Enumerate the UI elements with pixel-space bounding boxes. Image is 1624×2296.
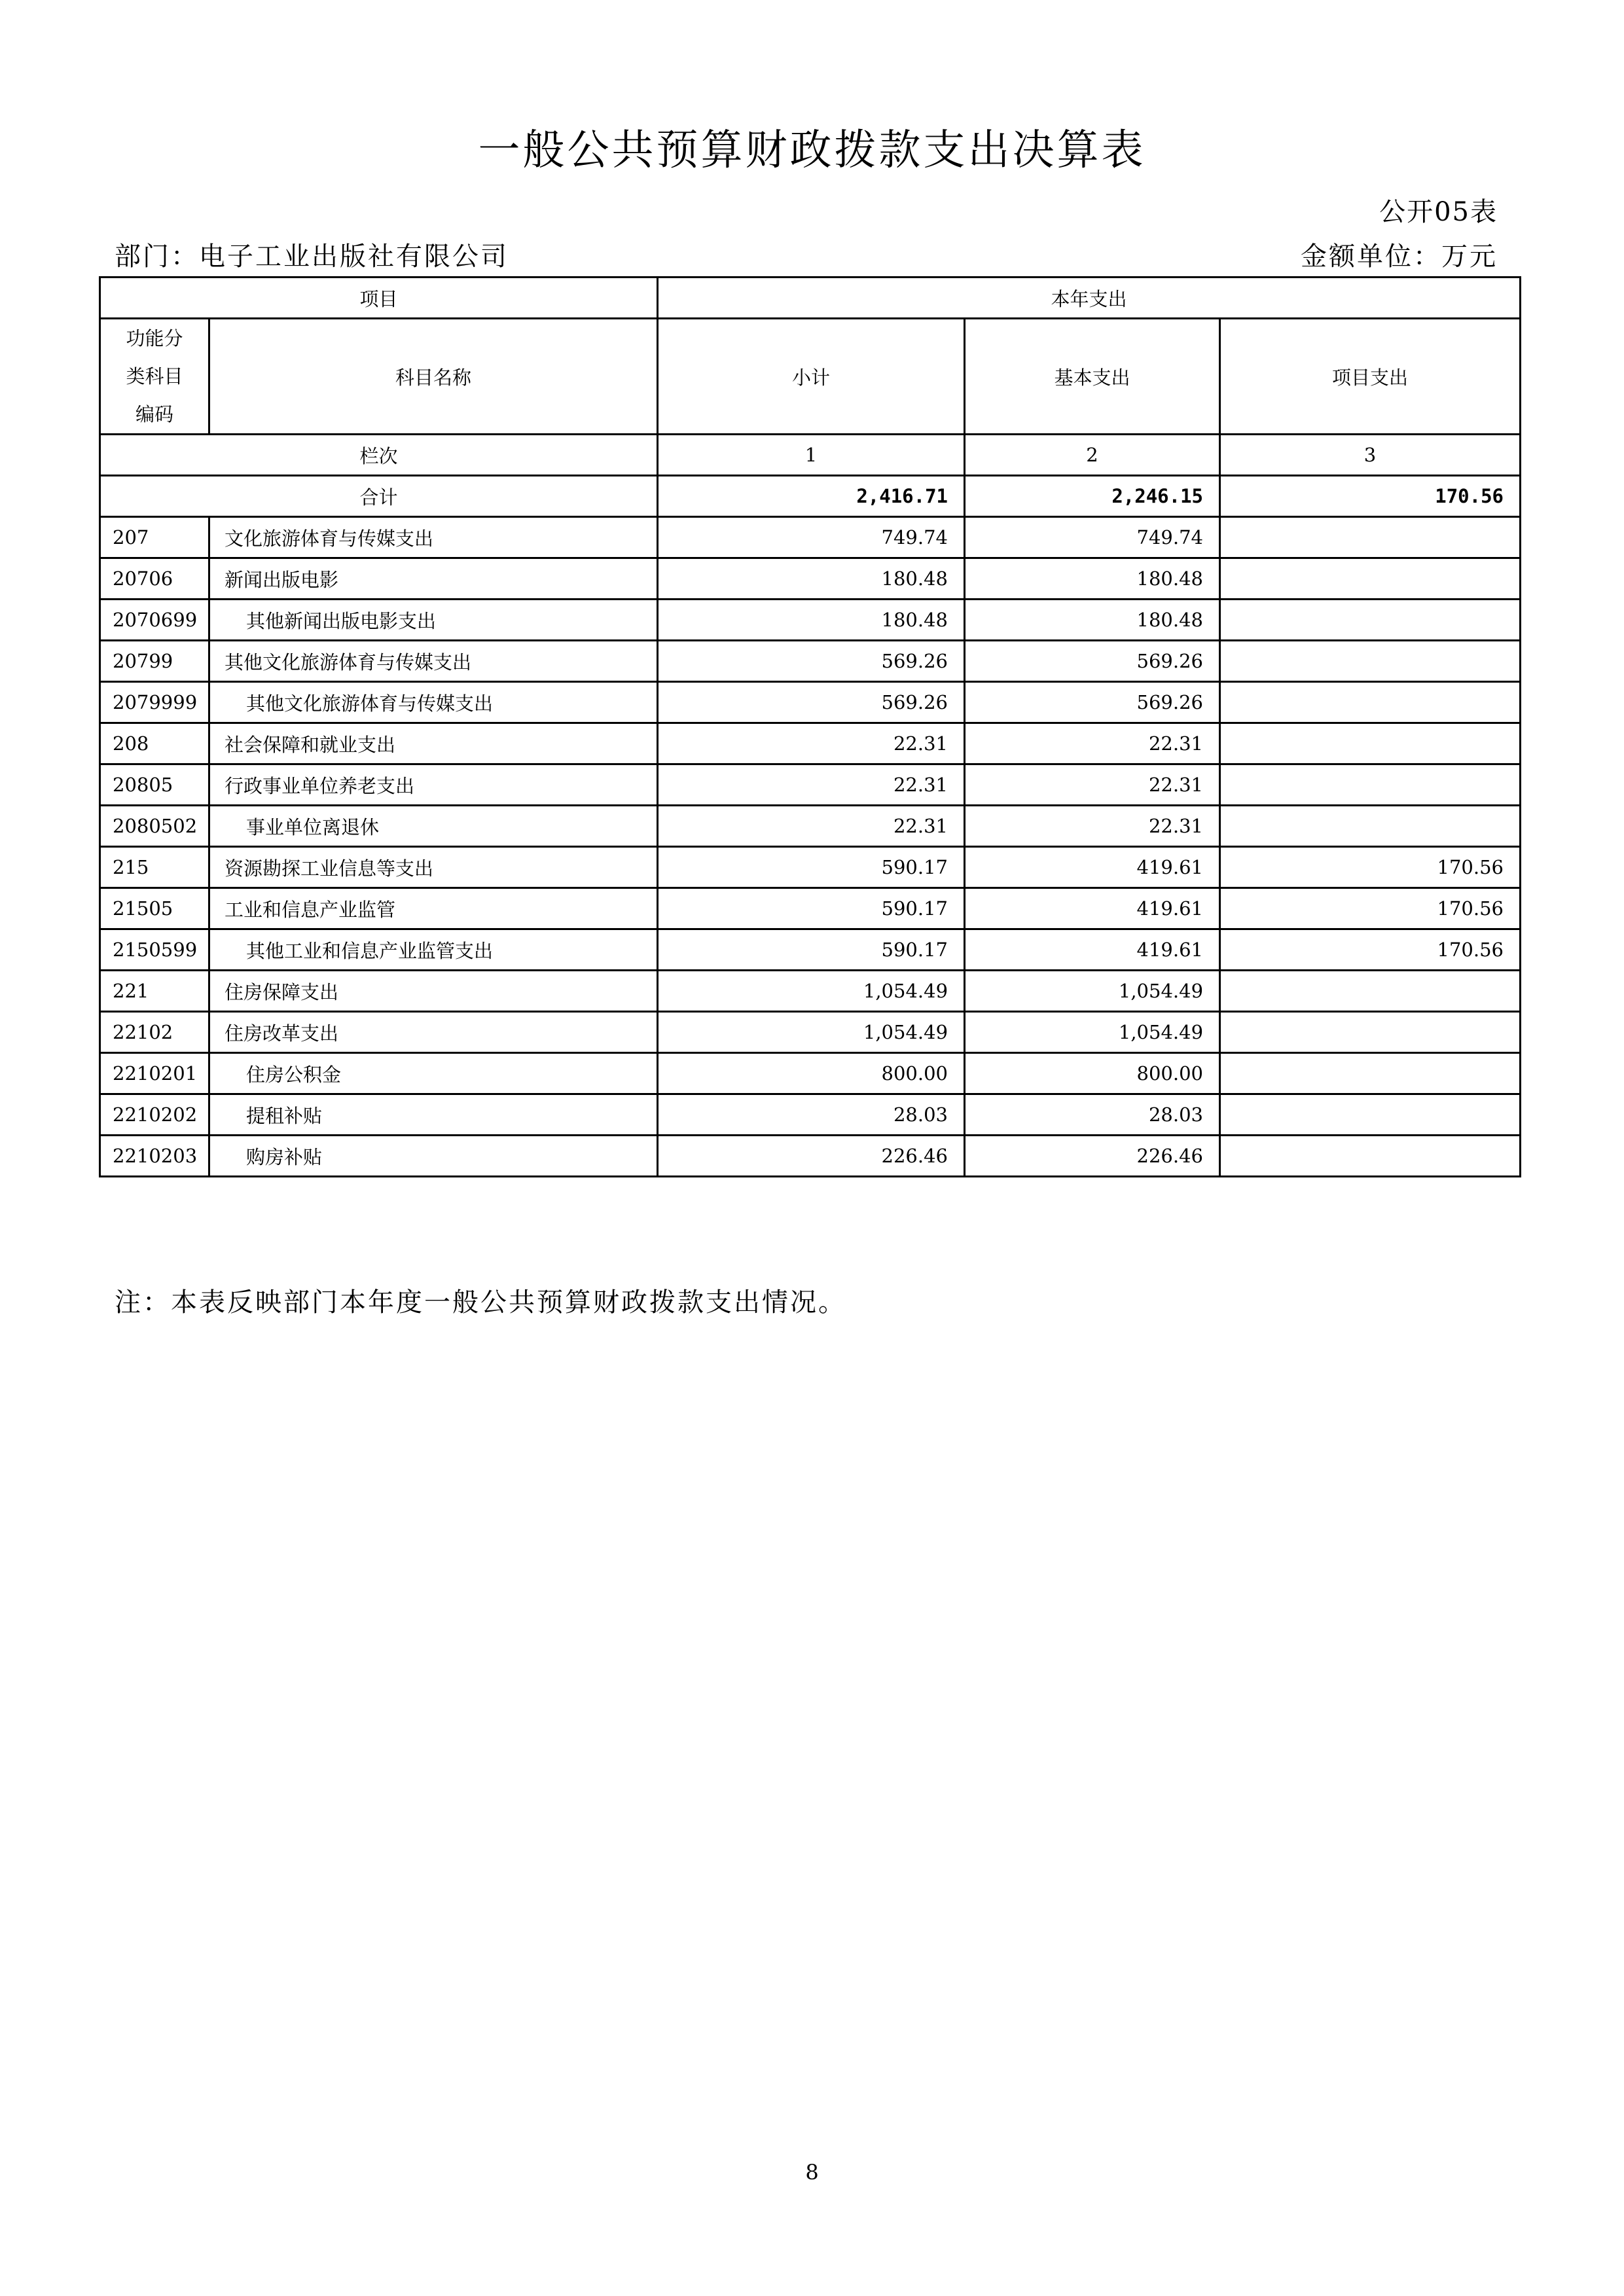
row-project [1220, 1053, 1521, 1094]
header-project-expense: 项目支出 [1220, 319, 1521, 435]
row-subtotal: 590.17 [658, 888, 965, 929]
row-subtotal: 749.74 [658, 517, 965, 558]
row-subtotal: 590.17 [658, 847, 965, 888]
row-project [1220, 806, 1521, 847]
table-row [100, 600, 1521, 641]
row-project [1220, 764, 1521, 806]
row-basic: 1,054.49 [965, 971, 1220, 1012]
column-index-1: 1 [658, 435, 965, 476]
row-subject-name: 住房改革支出 [209, 1012, 658, 1053]
row-code: 207 [100, 517, 209, 558]
row-basic: 419.61 [965, 888, 1220, 929]
table-row [100, 971, 1521, 1012]
row-project: 170.56 [1220, 929, 1521, 971]
table-row [100, 1094, 1521, 1136]
expense-table [99, 276, 1521, 1177]
row-subject-name: 资源勘探工业信息等支出 [209, 847, 658, 888]
header-row-2 [100, 319, 1521, 435]
table-row [100, 929, 1521, 971]
row-subject-name: 提租补贴 [209, 1094, 658, 1136]
row-project [1220, 1094, 1521, 1136]
table-note: 注：本表反映部门本年度一般公共预算财政拨款支出情况。 [115, 1287, 846, 1318]
row-subtotal: 28.03 [658, 1094, 965, 1136]
row-project [1220, 1136, 1521, 1177]
column-index-label: 栏次 [100, 435, 658, 476]
row-project [1220, 971, 1521, 1012]
row-basic: 180.48 [965, 600, 1220, 641]
row-subject-name: 社会保障和就业支出 [209, 723, 658, 764]
table-row [100, 641, 1521, 682]
row-basic: 1,054.49 [965, 1012, 1220, 1053]
total-label: 合计 [100, 476, 658, 517]
row-code: 2080502 [100, 806, 209, 847]
row-code: 2150599 [100, 929, 209, 971]
header-row-1 [100, 278, 1521, 319]
column-index-2: 2 [965, 435, 1220, 476]
department-label: 部门：电子工业出版社有限公司 [115, 242, 509, 272]
row-project [1220, 641, 1521, 682]
row-basic: 28.03 [965, 1094, 1220, 1136]
row-basic: 569.26 [965, 641, 1220, 682]
row-code: 21505 [100, 888, 209, 929]
column-index-3: 3 [1220, 435, 1521, 476]
table-row [100, 1012, 1521, 1053]
header-subtotal: 小计 [658, 319, 965, 435]
total-basic: 2,246.15 [965, 476, 1220, 517]
row-subject-name: 行政事业单位养老支出 [209, 764, 658, 806]
total-row [100, 476, 1521, 517]
row-subtotal: 180.48 [658, 600, 965, 641]
row-code: 2079999 [100, 682, 209, 723]
table-row [100, 806, 1521, 847]
row-project: 170.56 [1220, 888, 1521, 929]
row-basic: 22.31 [965, 806, 1220, 847]
row-subtotal: 226.46 [658, 1136, 965, 1177]
row-project [1220, 600, 1521, 641]
row-basic: 419.61 [965, 847, 1220, 888]
header-subject-name: 科目名称 [209, 319, 658, 435]
row-code: 20805 [100, 764, 209, 806]
header-basic-expense: 基本支出 [965, 319, 1220, 435]
row-project [1220, 723, 1521, 764]
row-basic: 226.46 [965, 1136, 1220, 1177]
row-subject-name: 购房补贴 [209, 1136, 658, 1177]
table-row [100, 723, 1521, 764]
row-subtotal: 569.26 [658, 641, 965, 682]
row-code: 20799 [100, 641, 209, 682]
header-code-line-2: 类科目 [126, 365, 183, 387]
row-subtotal: 1,054.49 [658, 971, 965, 1012]
total-project: 170.56 [1220, 476, 1521, 517]
row-subtotal: 800.00 [658, 1053, 965, 1094]
row-code: 221 [100, 971, 209, 1012]
header-code-line-3: 编码 [135, 403, 173, 425]
row-subtotal: 180.48 [658, 558, 965, 600]
row-basic: 180.48 [965, 558, 1220, 600]
header-code [100, 319, 209, 435]
row-subtotal: 590.17 [658, 929, 965, 971]
row-basic: 22.31 [965, 723, 1220, 764]
row-subtotal: 22.31 [658, 764, 965, 806]
row-basic: 419.61 [965, 929, 1220, 971]
row-subtotal: 1,054.49 [658, 1012, 965, 1053]
table-row [100, 888, 1521, 929]
table-row [100, 682, 1521, 723]
form-number: 公开05表 [1379, 197, 1498, 227]
table-row [100, 1053, 1521, 1094]
table-row [100, 558, 1521, 600]
row-subject-name: 其他工业和信息产业监管支出 [209, 929, 658, 971]
table-row [100, 847, 1521, 888]
page-number: 8 [805, 2160, 819, 2185]
row-subject-name: 事业单位离退休 [209, 806, 658, 847]
row-subject-name: 其他文化旅游体育与传媒支出 [209, 641, 658, 682]
row-basic: 800.00 [965, 1053, 1220, 1094]
row-project [1220, 682, 1521, 723]
row-subject-name: 新闻出版电影 [209, 558, 658, 600]
row-code: 2210203 [100, 1136, 209, 1177]
row-code: 20706 [100, 558, 209, 600]
row-subject-name: 住房保障支出 [209, 971, 658, 1012]
row-subject-name: 文化旅游体育与传媒支出 [209, 517, 658, 558]
table-row [100, 764, 1521, 806]
total-subtotal: 2,416.71 [658, 476, 965, 517]
table-row [100, 517, 1521, 558]
row-code: 2210202 [100, 1094, 209, 1136]
row-basic: 569.26 [965, 682, 1220, 723]
row-subject-name: 其他文化旅游体育与传媒支出 [209, 682, 658, 723]
row-basic: 22.31 [965, 764, 1220, 806]
row-basic: 749.74 [965, 517, 1220, 558]
row-code: 2070699 [100, 600, 209, 641]
row-code: 2210201 [100, 1053, 209, 1094]
row-subject-name: 工业和信息产业监管 [209, 888, 658, 929]
row-code: 215 [100, 847, 209, 888]
row-project: 170.56 [1220, 847, 1521, 888]
row-subject-name: 其他新闻出版电影支出 [209, 600, 658, 641]
header-project: 项目 [100, 278, 658, 319]
page-title: 一般公共预算财政拨款支出决算表 [478, 126, 1146, 175]
row-code: 208 [100, 723, 209, 764]
row-subtotal: 569.26 [658, 682, 965, 723]
row-project [1220, 517, 1521, 558]
row-code: 22102 [100, 1012, 209, 1053]
header-code-line-1: 功能分 [126, 327, 183, 350]
row-subtotal: 22.31 [658, 806, 965, 847]
header-current-year-expense: 本年支出 [658, 278, 1521, 319]
row-project [1220, 558, 1521, 600]
row-project [1220, 1012, 1521, 1053]
amount-unit-label: 金额单位：万元 [1301, 242, 1498, 272]
row-subject-name: 住房公积金 [209, 1053, 658, 1094]
column-index-row [100, 435, 1521, 476]
row-subtotal: 22.31 [658, 723, 965, 764]
table-row [100, 1136, 1521, 1177]
